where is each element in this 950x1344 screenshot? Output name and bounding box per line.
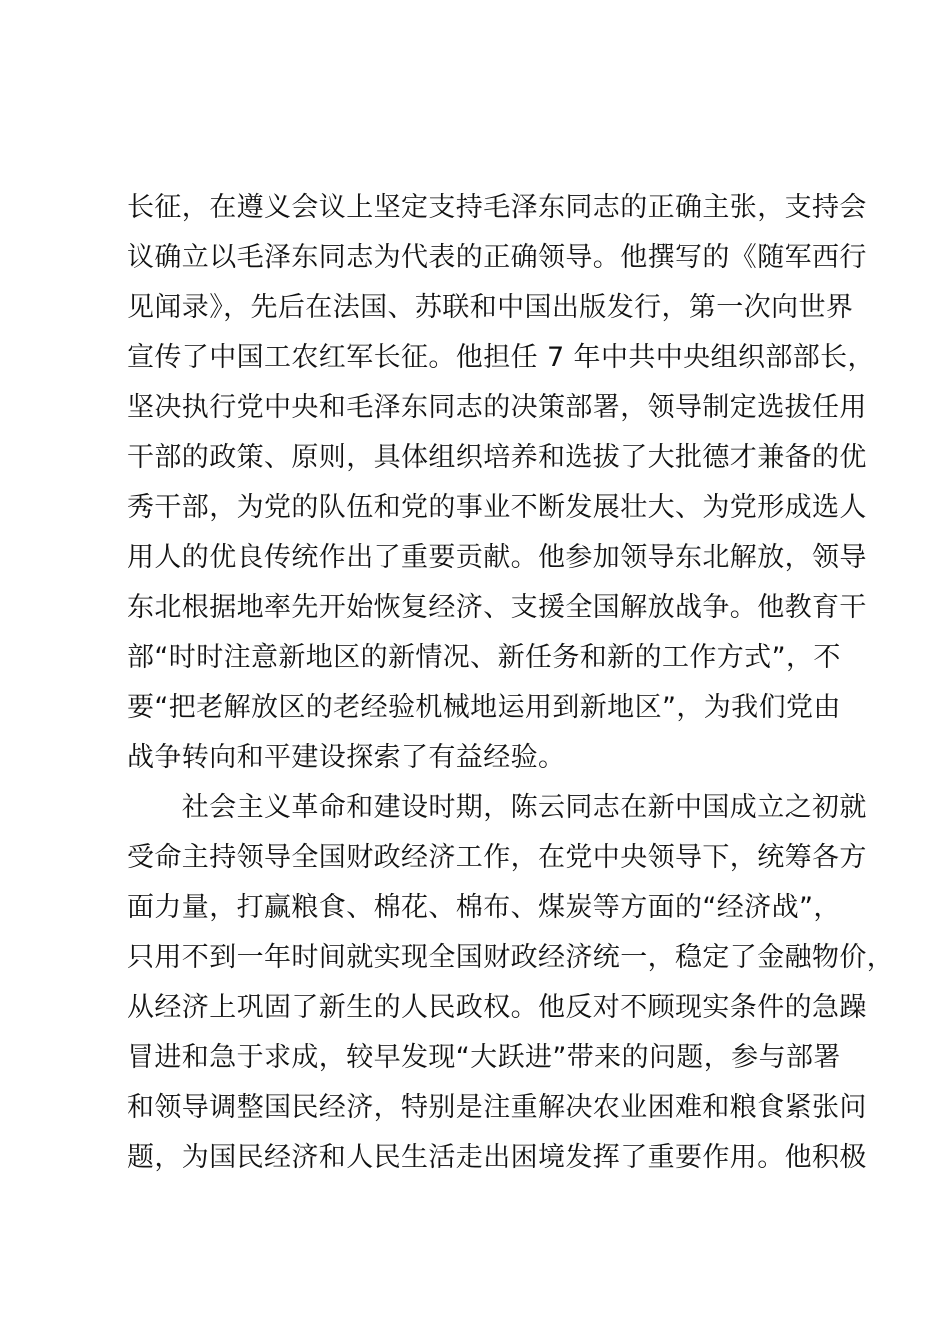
- text-line: 只用不到一年时间就实现全国财政经济统一，稳定了金融物价，: [127, 942, 895, 973]
- text-line: 和领导调整国民经济，特别是注重解决农业困难和粮食紧张问: [127, 1092, 867, 1123]
- text-line: 题，为国民经济和人民生活走出困境发挥了重要作用。他积极: [127, 1142, 867, 1173]
- text-line: 冒进和急于求成，较早发现“大跃进”带来的问题，参与部署: [127, 1042, 841, 1073]
- text-line: 受命主持领导全国财政经济工作，在党中央领导下，统筹各方: [127, 842, 867, 873]
- text-line: 东北根据地率先开始恢复经济、支援全国解放战争。他教育干: [127, 592, 867, 623]
- text-line: 坚决执行党中央和毛泽东同志的决策部署，领导制定选拔任用: [127, 392, 867, 423]
- text-line: 宣传了中国工农红军长征。他担任 7 年中共中央组织部部长，: [127, 342, 875, 373]
- body-text: [127, 183, 895, 1183]
- paragraph-start-line: 社会主义革命和建设时期，陈云同志在新中国成立之初就: [127, 792, 867, 823]
- text-line: 战争转向和平建设探索了有益经验。: [127, 742, 566, 773]
- text-line: 秀干部，为党的队伍和党的事业不断发展壮大、为党形成选人: [127, 492, 867, 523]
- text-line: 部“时时注意新地区的新情况、新任务和新的工作方式”，不: [127, 642, 841, 673]
- text-line: 从经济上巩固了新生的人民政权。他反对不顾现实条件的急躁: [127, 992, 867, 1023]
- text-line: 要“把老解放区的老经验机械地运用到新地区”，为我们党由: [127, 692, 841, 723]
- text-line: 面力量，打赢粮食、棉花、棉布、煤炭等方面的“经济战”，: [127, 892, 841, 923]
- text-line: 长征，在遵义会议上坚定支持毛泽东同志的正确主张，支持会: [127, 192, 867, 223]
- text-line: 干部的政策、原则，具体组织培养和选拔了大批德才兼备的优: [127, 442, 867, 473]
- text-line: 议确立以毛泽东同志为代表的正确领导。他撰写的《随军西行: [127, 242, 867, 273]
- text-line: 用人的优良传统作出了重要贡献。他参加领导东北解放，领导: [127, 542, 867, 573]
- text-line: 见闻录》，先后在法国、苏联和中国出版发行，第一次向世界: [127, 292, 854, 323]
